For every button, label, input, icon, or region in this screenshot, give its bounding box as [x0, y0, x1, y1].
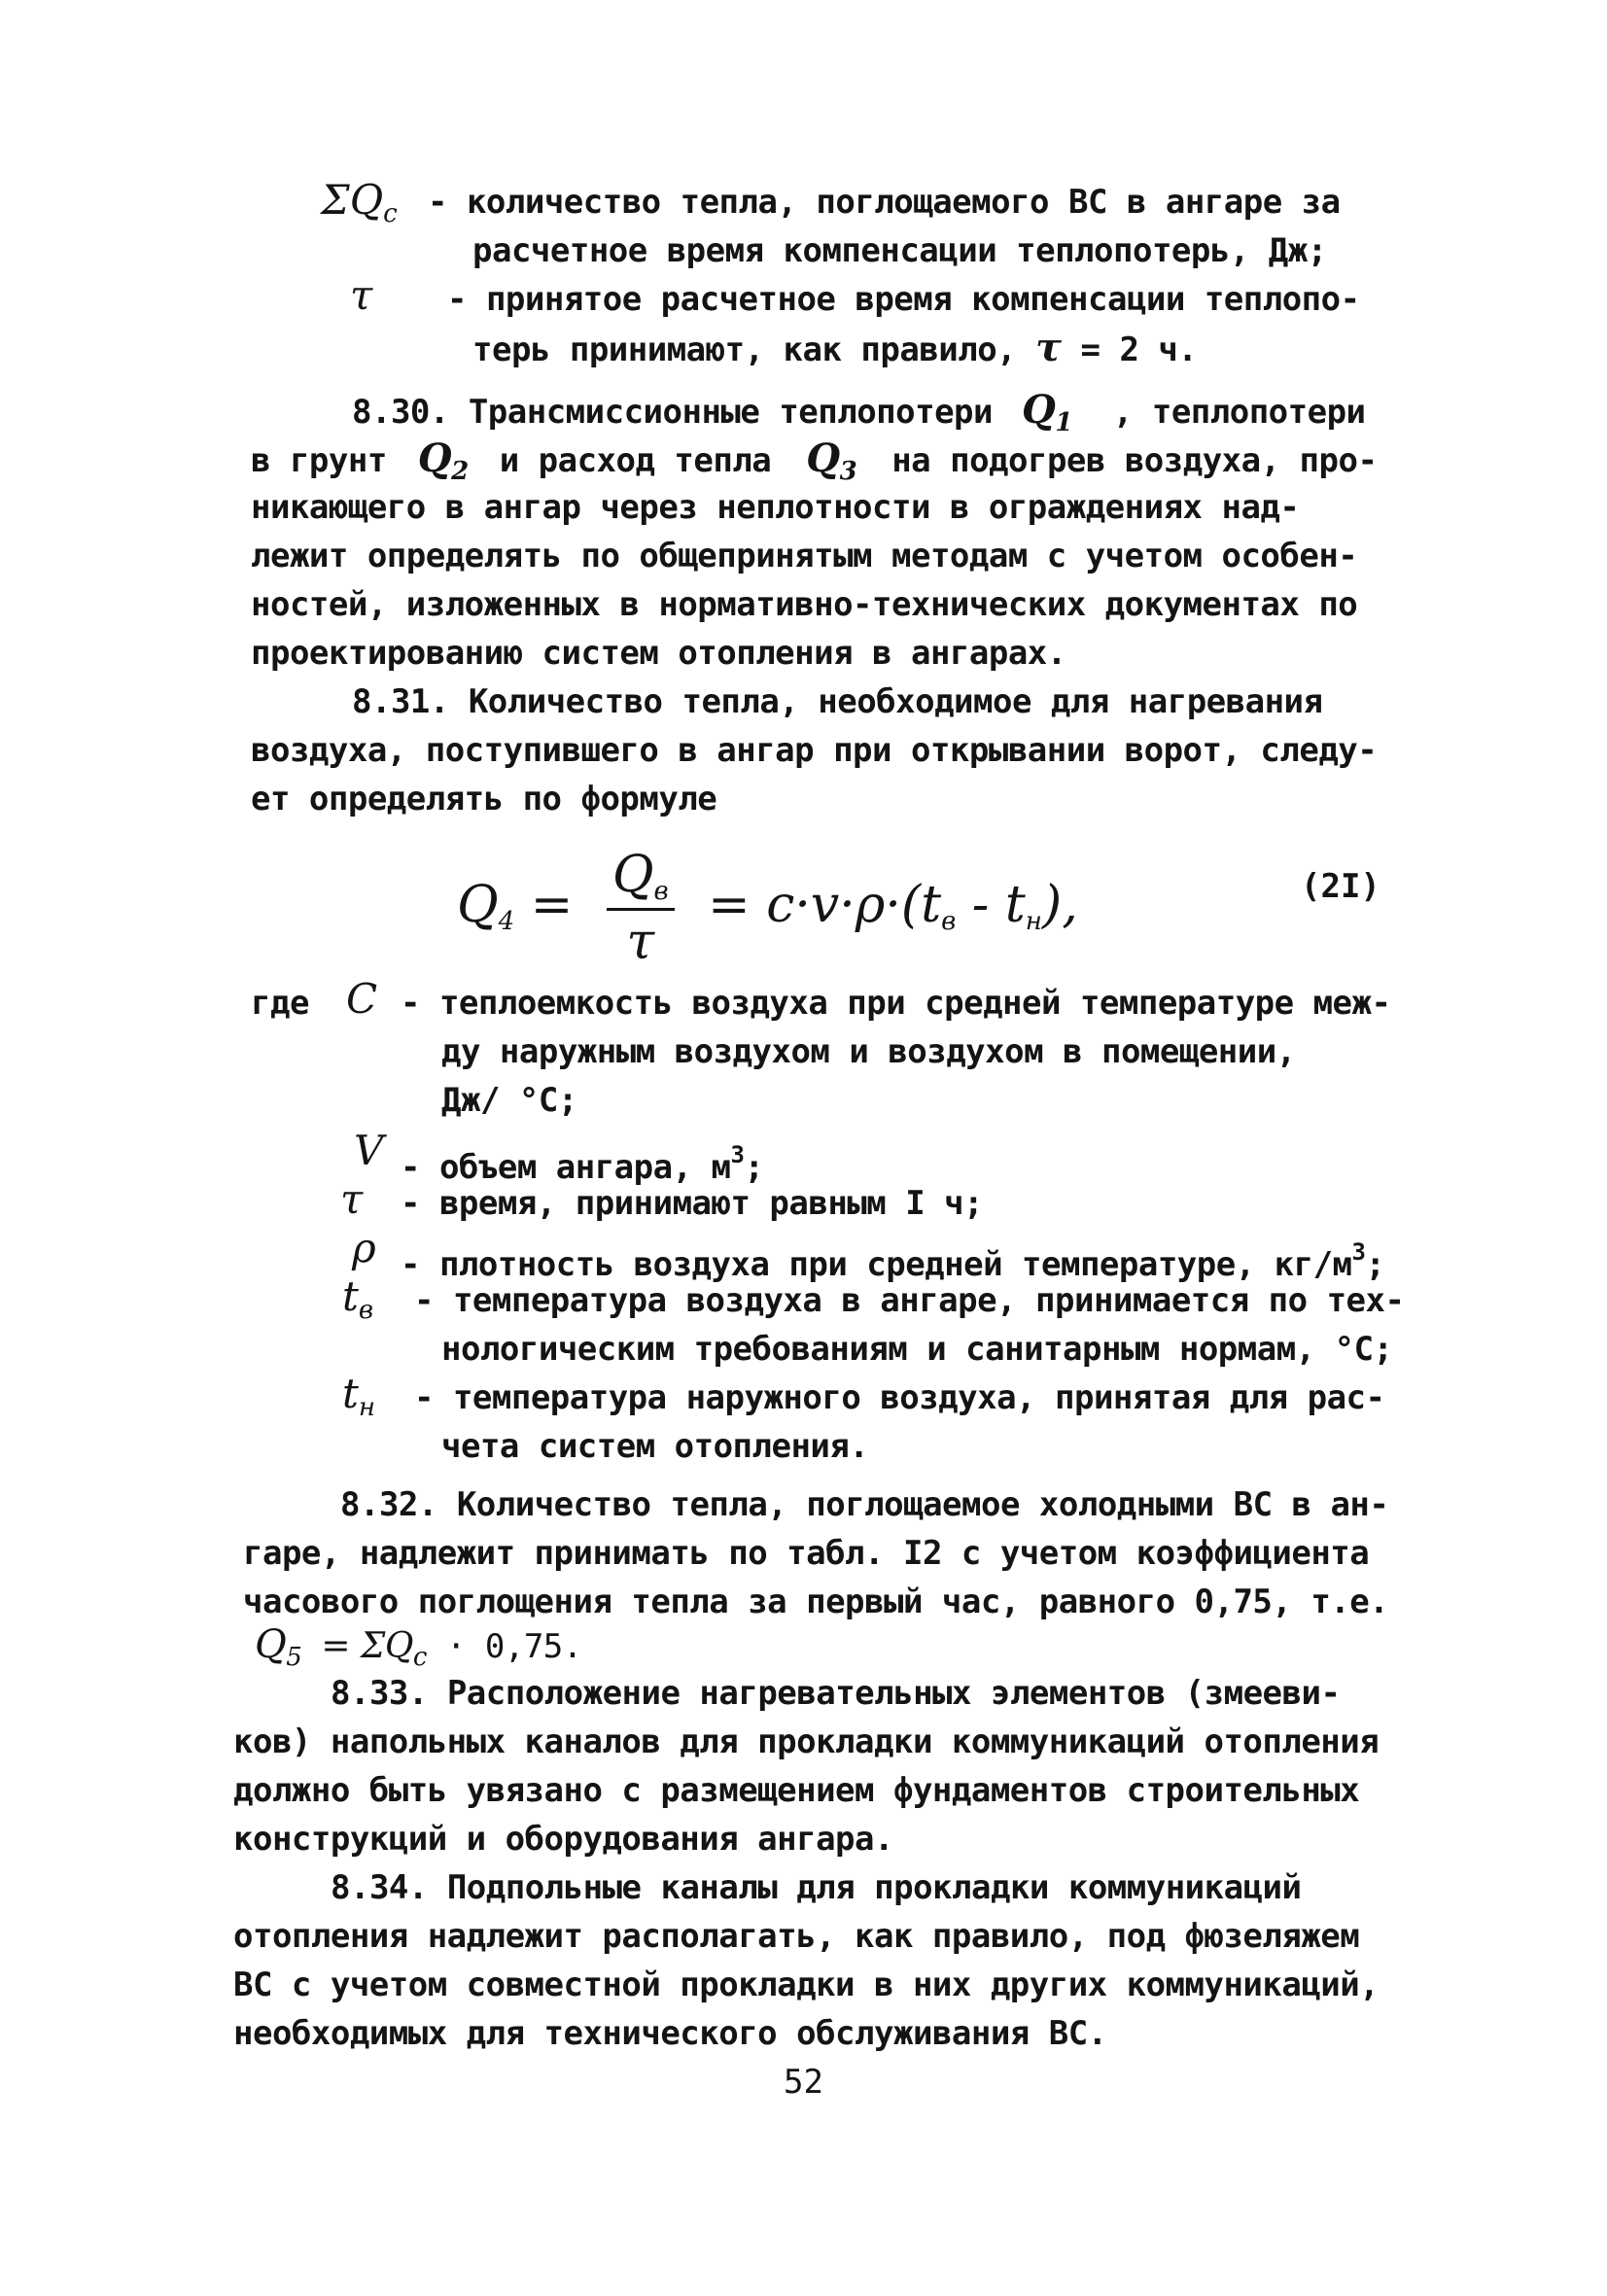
- q1-symbol: $Q_1$: [1022, 387, 1072, 437]
- p832-line1: 8.32. Количество тепла, поглощаемое холодными ВС в ан-: [340, 1485, 1389, 1524]
- q3-symbol: $Q_3$: [806, 435, 857, 486]
- p832-line2: гаре, надлежит принимать по табл. I2 с учетом коэффициента: [243, 1534, 1370, 1573]
- p834-line3: ВС с учетом совместной прокладки в них других коммуникаций,: [233, 1966, 1380, 2004]
- c-def-line3: Дж/ °С;: [441, 1081, 577, 1120]
- sum-qc-symbol: $\Sigma Q_c$: [321, 176, 398, 228]
- formula-eq1: =: [530, 876, 574, 934]
- formula-lhs: $Q_4$: [457, 876, 515, 936]
- sum-qc-def-line1: - количество тепла, поглощаемого ВС в ангаре за: [428, 183, 1341, 222]
- tv-def-line1: - температура воздуха в ангаре, принимается по тех-: [414, 1281, 1405, 1320]
- p830-line6: проектированию систем отопления в ангарах.: [251, 634, 1066, 673]
- c-def-line1: - теплоемкость воздуха при средней температуре меж-: [401, 984, 1391, 1023]
- v-def-line: - объем ангара, $м^3$;: [401, 1141, 764, 1187]
- tn-def-line1: - температура наружного воздуха, принятая для рас-: [414, 1378, 1385, 1417]
- tn-def-line2: чета систем отопления.: [441, 1427, 869, 1466]
- tau-def-line2: терь принимают, как правило, τ = 2 ч.: [472, 325, 1198, 370]
- tau-inline-symbol: τ: [1035, 325, 1062, 370]
- p832-line3: часового поглощения тепла за первый час, равного 0,75, т.е.: [243, 1583, 1389, 1621]
- p833-line2: ков) напольных каналов для прокладки коммуникаций отопления: [233, 1722, 1380, 1761]
- p831-line2: воздуха, поступившего в ангар при открывании ворот, следу-: [251, 731, 1378, 770]
- where-label: где: [251, 984, 309, 1023]
- p833-line1: 8.33. Расположение нагревательных элементов (змееви-: [331, 1674, 1341, 1713]
- p831-line3: ет определять по формуле: [251, 780, 717, 818]
- p833-line4: конструкций и оборудования ангара.: [233, 1820, 893, 1859]
- tau-def-line1: - принятое расчетное время компенсации теплопо-: [447, 280, 1360, 319]
- q2-symbol: $Q_2$: [417, 435, 469, 486]
- tau-symbol-where: τ: [340, 1175, 364, 1223]
- p830-line5: ностей, изложенных в нормативно-технических документах по: [251, 585, 1358, 624]
- tau-def-where: - время, принимают равным I ч;: [401, 1184, 984, 1223]
- p833-line3: должно быть увязано с размещением фундаментов строительных: [233, 1771, 1360, 1810]
- formula-eq2: =: [708, 876, 751, 934]
- formula-rhs: $c\cdot v\cdot\rho\cdot(t_в - t_н)$,: [766, 876, 1078, 936]
- tv-def-line2: нологическим требованиям и санитарным нормам, °С;: [441, 1330, 1393, 1369]
- p830-line4: лежит определять по общепринятым методам с учетом особен-: [251, 537, 1358, 575]
- formula-numerator: $Q_в$: [607, 846, 675, 911]
- q5-sum: = $\Sigma Q_c$: [321, 1626, 427, 1672]
- v-symbol: V: [354, 1127, 384, 1174]
- page-number: 52: [784, 2063, 823, 2102]
- p830-line3: никающего в ангар через неплотности в ограждениях над-: [251, 488, 1300, 527]
- p832-q5-formula: $Q_5 = \Sigma Q_c \cdot 0,75$.: [255, 1622, 582, 1672]
- c-def-line2: ду наружным воздухом и воздухом в помещении,: [441, 1032, 1296, 1071]
- rho-symbol: ρ: [352, 1224, 376, 1271]
- p830-line2: в грунт $Q_2$ и расход тепла $Q_3$ на подогрев воздуха, про-: [251, 435, 1378, 486]
- p834-line2: отопления надлежит располагать, как правило, под фюзеляжем: [233, 1917, 1360, 1956]
- formula-fraction: [607, 846, 675, 971]
- tn-symbol: $t_н$: [342, 1370, 376, 1422]
- rho-def-line: - плотность воздуха при средней температуре, $кг/м^3$;: [401, 1238, 1385, 1284]
- p831-line1: 8.31. Количество тепла, необходимое для нагревания: [352, 682, 1323, 721]
- q5-symbol: $Q_5$: [255, 1622, 302, 1672]
- p834-line1: 8.34. Подпольные каналы для прокладки коммуникаций: [331, 1868, 1302, 1907]
- formula-21: [457, 846, 1078, 971]
- tv-symbol: $t_в$: [342, 1272, 374, 1325]
- sum-qc-def-line2: расчетное время компенсации теплопотерь, Дж;: [472, 231, 1327, 270]
- tau-symbol-top: τ: [350, 271, 373, 319]
- formula-number: (2I): [1301, 867, 1380, 906]
- formula-denominator: τ: [626, 913, 655, 971]
- p830-line1: 8.30. Трансмиссионные теплопотери $Q_1$ , теплопотери: [352, 387, 1366, 437]
- p834-line4: необходимых для технического обслуживания ВС.: [233, 2014, 1107, 2053]
- c-symbol: C: [346, 975, 378, 1023]
